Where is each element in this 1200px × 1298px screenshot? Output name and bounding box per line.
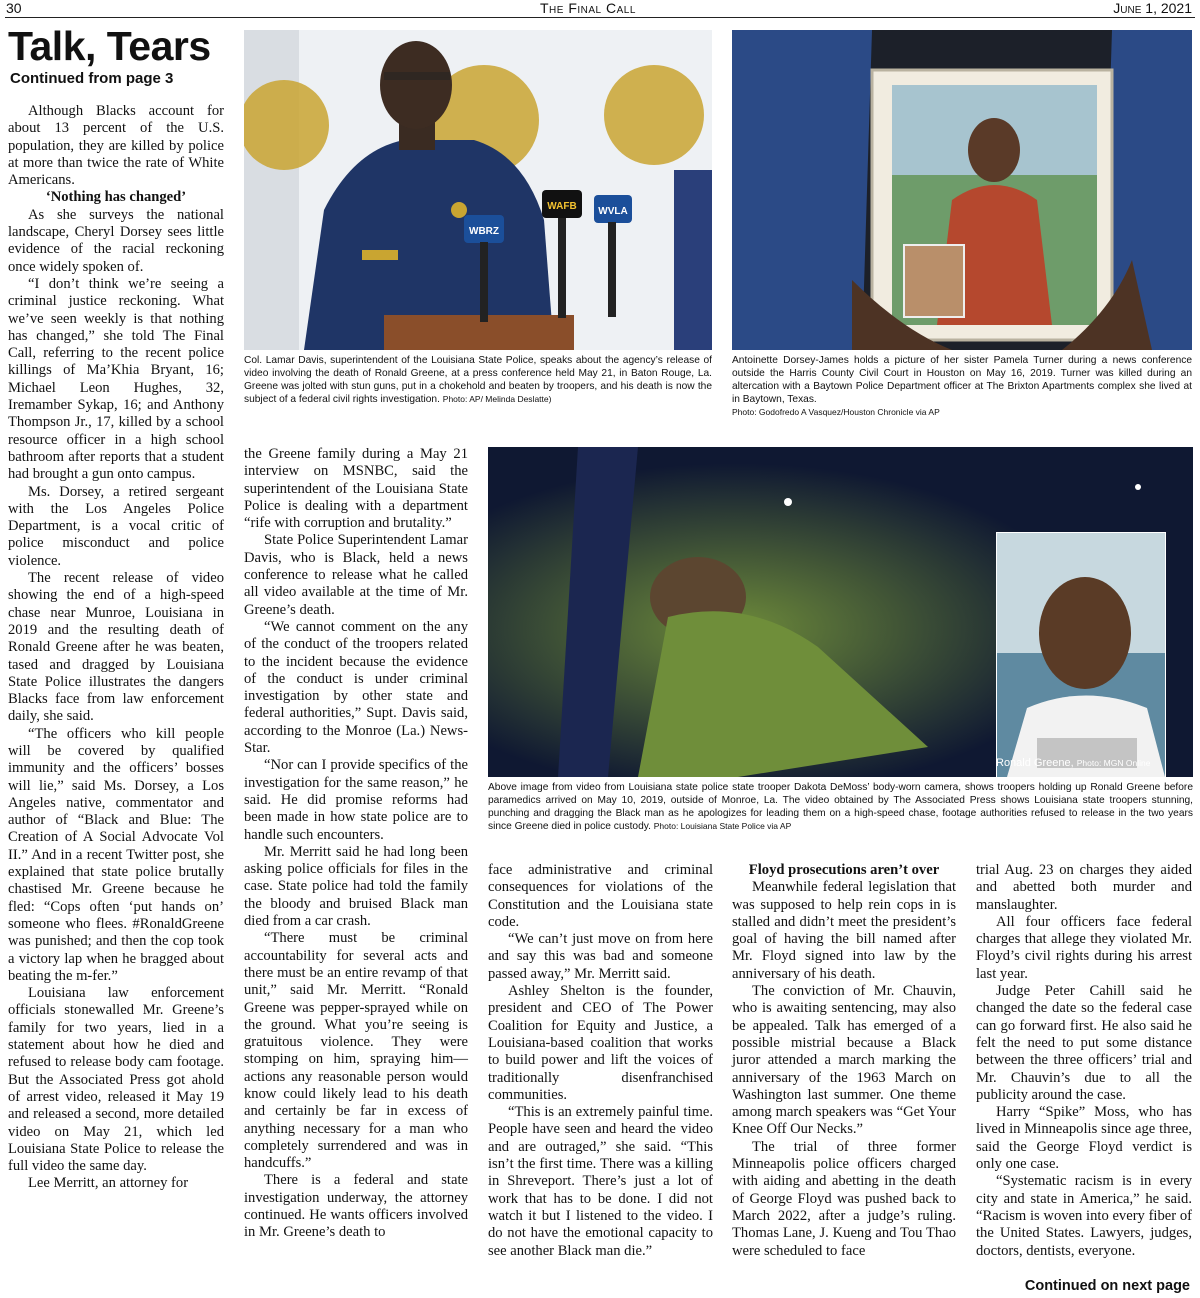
photo-credit-ap: Photo: AP/ Melinda Deslatte): [442, 394, 552, 404]
article-column-2: [244, 446, 468, 1242]
caption-bodycam: [488, 781, 1193, 833]
paragraph: Meanwhile federal legislation that was supposed to help rein cops in is stalled and didn’t meet the president’s goal of having the bill named after Mr. Floyd signed into law by the anniversary of his death.: [732, 879, 956, 982]
paragraph: “I don’t think we’re seeing a criminal justice reckoning. What we’ve seen weekly is that nothing has changed,” she told The Final Call, referring to the recent police killings of Ma’Khia Bryant, 16; Michael Leon Hughes, 32, Iremamber Sykap, 16; and Anthony Thompson Jr., 17, killed by a school resource officer in a high school bathroom after reports that a student had brought a gun onto campus.: [8, 275, 224, 483]
article-column-1: [8, 103, 224, 1193]
caption-dorsey-james-text: Antoinette Dorsey-James holds a picture of her sister Pamela Turner during a news conference outside the Harris County Civil Court in Houston on May 16, 2019. Turner was killed during an altercation with a Baytown Police Department officer at The Brixton Apartments complex she lived at in Baytown, Texas.: [732, 355, 1192, 405]
paragraph: Louisiana law enforcement officials stonewalled Mr. Greene’s family for two years, lied in a statement about how he died and refused to release body cam footage. But the Associated Press got ahold of arrest video, released it May 19 and released a second, more detailed video on May 21, which led Louisiana State Police to release the full video the same day.: [8, 985, 224, 1175]
continued-next-page: Continued on next page: [1024, 1278, 1190, 1294]
continued-from: Continued from page 3: [10, 70, 174, 87]
mic-label-wbrz: WBRZ: [469, 226, 499, 237]
paragraph: As she surveys the national landscape, Cheryl Dorsey sees little evidence of the racial reckoning once widely spoken of.: [8, 206, 224, 275]
paragraph: “Systematic racism is in every city and state in America,” he said. “Racism is woven into every fiber of the United States. Lawyers, judges, doctors, dentists, everyone.: [976, 1173, 1192, 1259]
caption-dorsey-james: [732, 354, 1192, 419]
paragraph: Lee Merritt, an attorney for: [28, 1175, 189, 1192]
article-column-3: [488, 862, 713, 1260]
inset-photo-credit: Photo: MGN Online: [1076, 758, 1151, 768]
inset-label-text: Ronald Greene,: [996, 757, 1074, 769]
photo-lamar-davis: [244, 30, 712, 350]
caption-lamar-davis: [244, 354, 712, 406]
paragraph: Ashley Shelton is the founder, president and CEO of The Power Coalition for Equity and Justice, a Louisiana-based coalition that works to build power and lift the voices of traditionally disenfranchised communities.: [488, 983, 713, 1103]
subhead: Floyd prosecutions aren’t over: [748, 862, 940, 878]
caption-bodycam-text: Above image from video from Louisiana state police state trooper Dakota DeMoss’ body-worn camera, shows troopers holding up Ronald Greene before paramedics arrived on May 10, 2019, outside of Monroe, La. The video obtained by The Associated Press shows Louisiana state troopers stunning, punching and dragging the Black man as he apologizes for leading them on a high-speed chase, footage authorities refused to release in the two years since Greene died in police custody.: [488, 782, 1193, 832]
article-column-5: [976, 862, 1192, 1260]
paragraph: Ms. Dorsey, a retired sergeant with the Los Angeles Police Department, is a vocal critic of police misconduct and police violence.: [8, 483, 224, 569]
inset-ronald-greene-image: [997, 533, 1165, 777]
inset-photo-ronald-greene: [996, 532, 1166, 777]
photo-bodycam-still: [488, 447, 1193, 777]
paragraph: “We cannot comment on the any of the conduct of the troopers related to the incident because the evidence of the conduct is under criminal investigation by other state and federal authorities,” Supt. Davis said, according to the Monroe (La.) News-Star.: [244, 618, 468, 757]
paragraph: Mr. Merritt said he had long been asking police officials for files in the case. State police had told the family the bloody and bruised Black man died from a car crash.: [244, 843, 468, 930]
article-column-4: [732, 862, 956, 1260]
paragraph: Harry “Spike” Moss, who has lived in Minneapolis since age three, said the George Floyd verdict is only one case.: [976, 1104, 1192, 1173]
publication-name: The Final Call: [540, 0, 636, 16]
paragraph: “The officers who kill people will be covered by qualified immunity and the officers’ bosses will lie,” said Ms. Dorsey, a Los Angeles native, commentator and author of “Black and Blue: The Creation of A Social Advocate Vol II.” And in a recent Twitter post, she explained that state police brutally chastised Mr. Greene because he fled: “Cops often ‘put hands on’ someone who flees. #RonaldGreene was punished; and then the cop took a victory lap when he bragged about beating the m-fer.”: [8, 725, 224, 984]
inset-label-ronald-greene: [996, 757, 1150, 770]
caption-lamar-davis-text: Col. Lamar Davis, superintendent of the Louisiana State Police, speaks about the agency’s release of video involving the death of Ronald Greene, at a press conference held May 21, in Baton Rouge, La. Greene was jolted with stun guns, put in a chokehold and beaten by troopers, and his death is now the subject of a federal civil rights investigation.: [244, 355, 712, 405]
header-rule: [5, 17, 1195, 18]
photo-dorsey-james-image: [732, 30, 1192, 350]
paragraph: All four officers face federal charges that allege they violated Mr. Floyd’s civil rights during his arrest last year.: [976, 913, 1192, 982]
photo-credit-houston-chronicle: Photo: Godofredo A Vasquez/Houston Chronicle via AP: [732, 407, 940, 417]
paragraph: face administrative and criminal consequences for violations of the Constitution and the Louisiana state code.: [488, 862, 713, 930]
paragraph: There is a federal and state investigation underway, the attorney continued. He wants officers involved in Mr. Greene’s death to: [244, 1172, 468, 1241]
paragraph: The recent release of video showing the end of a high-speed chase near Munroe, Louisiana in 2019 and the resulting death of Ronald Greene after he was beaten, tased and dragged by Louisiana State Police illustrates the dangers Blacks face from law enforcement daily, she said.: [8, 570, 224, 725]
photo-credit-louisiana-state-police: Photo: Louisiana State Police via AP: [653, 821, 792, 831]
page-number: 30: [6, 0, 22, 16]
paragraph: the Greene family during a May 21 interview on MSNBC, said the superintendent of the Louisiana State Police is dealing with a department “rife with corruption and brutality.”: [244, 446, 468, 532]
mic-label-wafb: WAFB: [547, 201, 577, 212]
issue-date: June 1, 2021: [1113, 0, 1192, 16]
paragraph: The trial of three former Minneapolis police officers charged with aiding and abetting in the death of George Floyd was pushed back to March 2022, after a judge’s ruling. Thomas Lane, J. Kueng and Tou Thao were scheduled to face: [732, 1138, 956, 1259]
paragraph: trial Aug. 23 on charges they aided and abetted both murder and manslaughter.: [976, 862, 1192, 913]
photo-lamar-davis-image: [244, 30, 712, 350]
subhead: ‘Nothing has changed’: [45, 189, 187, 206]
paragraph: “There must be criminal accountability for several acts and there must be an entire revamp of that unit,” said Mr. Merritt. “Ronald Greene was pepper-sprayed while on the ground. What you’re seeing is gratuitous violence. They were stomping on him, spraying him—actions any reasonable person would know could likely lead to his death and certainly be far in excess of anything necessary for a man who completely surrendered and was in handcuffs.”: [244, 930, 468, 1172]
paragraph: “Nor can I provide specifics of the investigation for the same reason,” he said. He did promise reforms had been made in how state police are to handle such encounters.: [244, 757, 468, 843]
paragraph: Judge Peter Cahill said he changed the date so the federal case can go forward first. He also said he felt the need to put some distance between the three officers’ trial and Mr. Chauvin’s due to all the publicity around the case.: [976, 983, 1192, 1103]
headline: Talk, Tears: [8, 23, 211, 69]
paragraph: State Police Superintendent Lamar Davis, who is Black, held a news conference to release what he called all video available at the time of Mr. Greene’s death.: [244, 532, 468, 618]
paragraph: Although Blacks account for about 13 percent of the U.S. population, they are killed by police at more than twice the rate of White Americans.: [8, 103, 224, 189]
paragraph: “We can’t just move on from here and say this was bad and someone passed away,” Mr. Merritt said.: [488, 931, 713, 982]
mic-label-wvla: WVLA: [598, 206, 628, 217]
paragraph: The conviction of Mr. Chauvin, who is awaiting sentencing, may also be appealed. Talk has emerged of a possible mistrial because a Black juror attended a march marking the anniversary of the 1963 March on Washington last summer. One theme among march speakers was “Get Your Knee Off Our Necks.”: [732, 983, 956, 1138]
paragraph: “This is an extremely painful time. People have seen and heard the video and are outraged,” she said. “This isn’t the first time. There was a killing in Shreveport. There’s just a lot of work that has to be done. I did not watch it but I listened to the video. I do not have the emotional capacity to see another Black man die.”: [488, 1104, 713, 1259]
photo-dorsey-james: [732, 30, 1192, 350]
